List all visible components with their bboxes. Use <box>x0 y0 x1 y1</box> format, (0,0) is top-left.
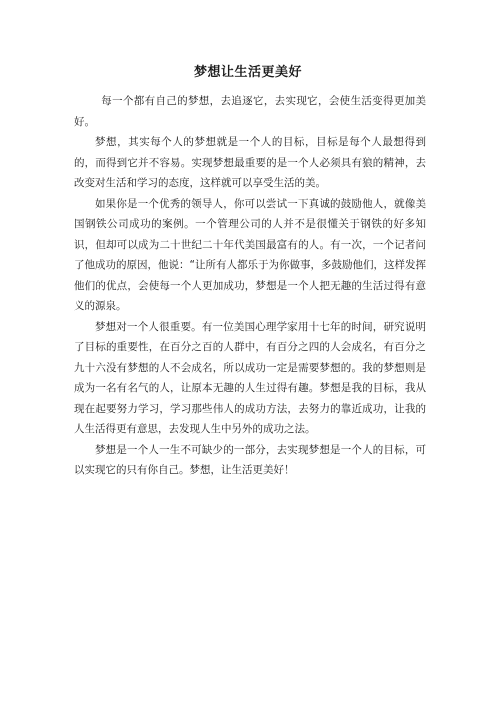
document-body <box>74 91 426 481</box>
paragraph-5: 梦想是一个人一生不可缺少的一部分，去实现梦想是一个人的目标，可以实现它的只有你自己。梦想，让生活更美好！ <box>74 443 426 476</box>
paragraph-1: 每一个都有自己的梦想，去追逐它，去实现它，会使生活变得更加美好。 <box>74 95 426 128</box>
paragraph-2: 梦想，其实每个人的梦想就是一个人的目标，目标是每个人最想得到的，而得到它并不容易。实现梦想最重要的是一个人必须具有狼的精神，去改变对生活和学习的态度，这样就可以享受生活的美。 <box>74 136 426 189</box>
document-title: 梦想让生活更美好 <box>193 65 302 80</box>
paragraph-4: 梦想对一个人很重要。有一位美国心理学家用十七年的时间，研究说明了目标的重要性，在百分之百的人群中，有百分之四的人会成名，有百分之九十六没有梦想的人不会成名，所以成功一定是需要梦想的。我的梦想则是成为一名有名气的人，让原本无趣的人生过得有趣。梦想是我的目标，我从现在起要努力学习，学习那些伟人的成功方法，去努力的靠近成功，让我的人生活得更有意思，去发现人生中另外的成功之法。 <box>74 320 426 435</box>
paragraph-3: 如果你是一个优秀的领导人，你可以尝试一下真诚的鼓励他人，就像美国钢铁公司成功的案例。一个管理公司的人并不是很懂关于钢铁的好多知识，但却可以成为二十世纪二十年代美国最富有的人。有一次，一个记者问了他成功的原因，他说：“让所有人都乐于为你做事，多鼓励他们，这样发挥他们的优点，会使每一个人更加成功，梦想是一个人把无趣的生活过得有意义的源泉。 <box>74 197 426 312</box>
